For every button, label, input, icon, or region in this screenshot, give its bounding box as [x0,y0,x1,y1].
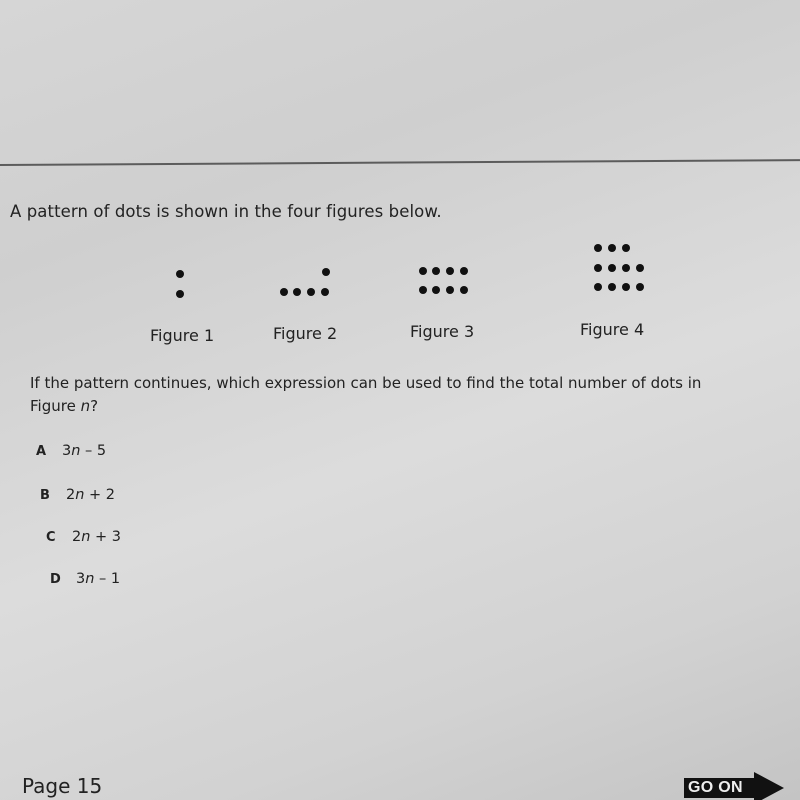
answer-option-a[interactable]: A 3n – 5 [36,443,107,459]
arrow-right-icon [754,772,784,800]
figure-2 [278,266,338,302]
figure-3-label: Figure 3 [410,322,475,341]
answer-option-c[interactable]: C 2n + 3 [46,529,122,545]
figure-4-label: Figure 4 [580,320,645,339]
dot [622,244,630,252]
answer-option-b[interactable]: B 2n + 2 [40,487,116,503]
option-letter: C [46,530,56,545]
dot [432,267,440,275]
intro-text: A pattern of dots is shown in the four figures below. [10,202,442,221]
dot [460,267,468,275]
dot [280,288,288,296]
dot [608,244,616,252]
figure-2-label: Figure 2 [273,324,338,343]
dot [176,290,184,298]
answer-option-d[interactable]: D 3n – 1 [50,571,121,587]
dot [432,286,440,294]
dot [322,268,330,276]
dot [460,286,468,294]
figure-4 [588,240,650,296]
option-letter: D [50,572,61,587]
dot [608,283,616,291]
dot [594,264,602,272]
dot [622,264,630,272]
question-line-2: Figure n? [30,397,99,415]
dot [636,283,644,291]
go-on-label: GO ON [688,779,743,796]
go-on-badge [684,770,800,800]
dot [446,267,454,275]
dot [594,244,602,252]
dot [176,270,184,278]
question-text [30,372,790,418]
dot [594,283,602,291]
figure-3 [416,262,476,298]
dot [608,264,616,272]
figure-1 [170,268,190,304]
section-divider [0,159,800,166]
dot [622,283,630,291]
option-letter: A [36,444,47,459]
dot [307,288,315,296]
dot [446,286,454,294]
option-letter: B [40,488,50,503]
dot [321,288,329,296]
figure-1-label: Figure 1 [150,326,215,345]
question-line-1: If the pattern continues, which expression can be used to find the total number of dots in [30,374,702,392]
page-number: Page 15 [22,774,103,798]
dot [293,288,301,296]
dot [636,264,644,272]
dot [419,267,427,275]
dot [419,286,427,294]
